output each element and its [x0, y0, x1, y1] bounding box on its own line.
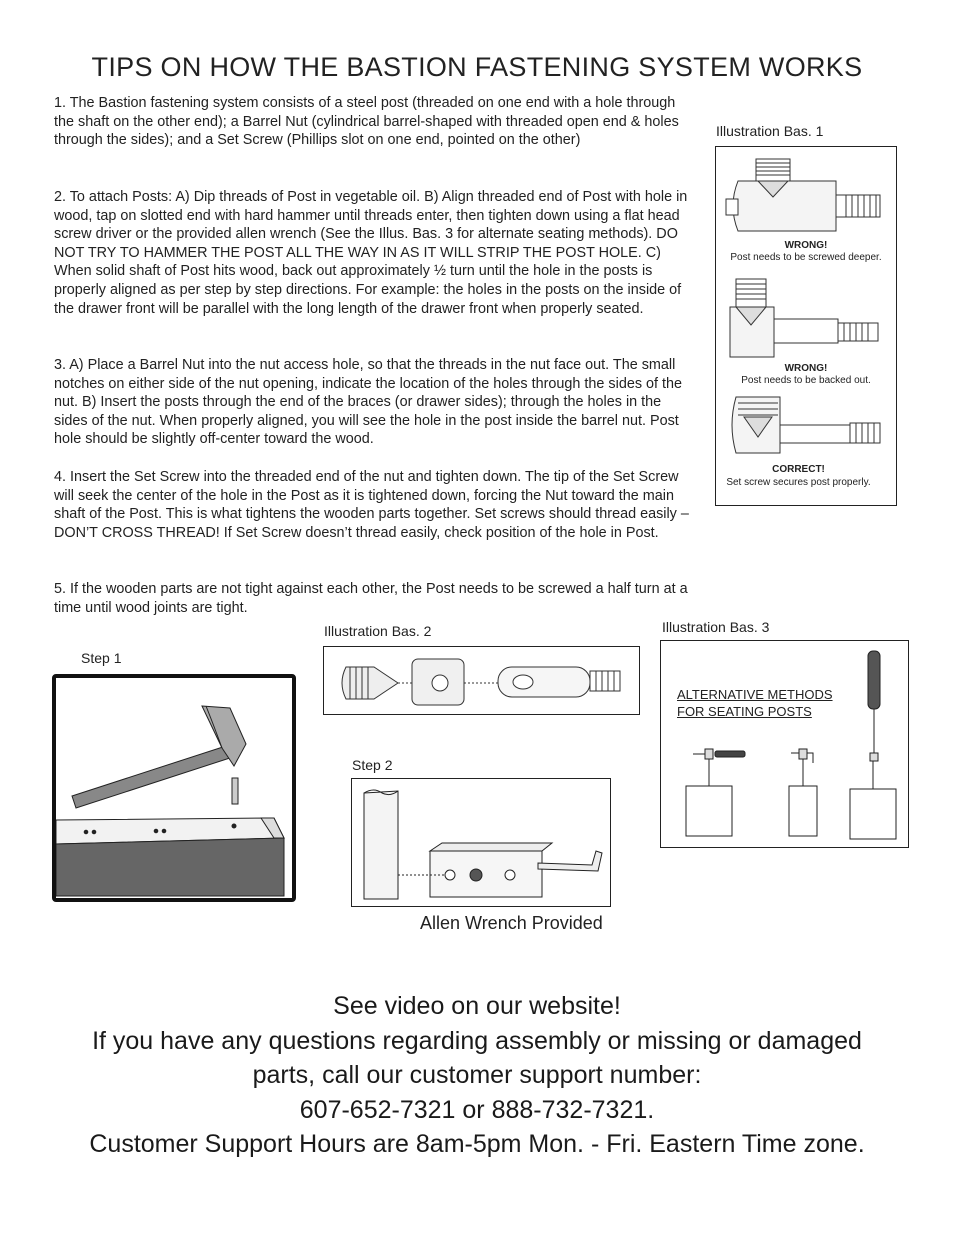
- footer-line-call: parts, call our customer support number:: [252, 1061, 702, 1089]
- instruction-1-text: 1. The Bastion fastening system consists of a steel post (threaded on one end with a hole through the shaft on the other end); a Barrel Nut (cylindrical barrel-shaped with threaded open end & holes through the sides); and a Set Screw (Phillips slot on one end, pointed on the other): [54, 95, 679, 149]
- instruction-1: [54, 94, 694, 150]
- hammer-tapping-post-drawing: [56, 678, 292, 898]
- footer-line-phone: 607-652-7321 or 888-732-7321.: [299, 1095, 655, 1124]
- footer-support-info: [0, 989, 954, 1162]
- instruction-4-text: 4. Insert the Set Screw into the threaded end of the nut and tighten down. The tip of the Set Screw will seek the center of the hole in the Post as it is tightened down, forcing the Nut toward the main shaft of the Post. This is what tightens the wooden parts together. Set screws should thread easily – DON’T CROSS THREAD! If Set Screw doesn’t thread easily, check position of the hole in Post.: [54, 469, 689, 541]
- instruction-2-text: 2. To attach Posts: A) Dip threads of Post in vegetable oil. B) Align threaded end of Post with hole in wood, tap on slotted end with hard hammer until threads enter, then tighten down using a flat head screw driver or the provided allen wrench (See the Illus. Bas. 3 for alternate seating methods). DO NOT TRY TO HAMMER THE POST ALL THE WAY IN AS IT WILL STRIP THE POST HOLE. C) When solid shaft of Post hits wood, back out approximately ½ turn until the hole in the posts is properly aligned as per step by step directions. For example: the holes in the posts on the inside of the drawer front will be parallel with the long length of the drawer front when properly seated.: [54, 189, 688, 317]
- instruction-4: [54, 468, 694, 542]
- post-too-shallow-drawing: [724, 153, 889, 245]
- instruction-2: [54, 188, 694, 318]
- bas1-panel1-status: WRONG!: [784, 240, 828, 251]
- instruction-3: [54, 356, 694, 449]
- fastener-parts-drawing: [328, 651, 634, 709]
- footer-line-hours: Customer Support Hours are 8am-5pm Mon. - Fri. Eastern Time zone.: [89, 1130, 865, 1158]
- illustration-bas3-box: [660, 640, 909, 848]
- page-title: TIPS ON HOW THE BASTION FASTENING SYSTEM WORKS: [91, 52, 863, 82]
- post-correct-drawing: [724, 393, 889, 463]
- instruction-5: [54, 580, 694, 617]
- illustration-bas1-caption: Illustration Bas. 1: [716, 123, 824, 139]
- footer-line-questions: If you have any questions regarding assembly or missing or damaged: [92, 1026, 862, 1055]
- footer-line-video: See video on our website!: [333, 992, 621, 1020]
- bas1-panel2-status: WRONG!: [784, 363, 828, 374]
- seating-methods-drawing: [661, 641, 908, 847]
- post-too-deep-drawing: [724, 275, 889, 363]
- bas1-panel2-note: Post needs to be backed out.: [741, 375, 871, 386]
- instruction-3-text: 3. A) Place a Barrel Nut into the nut access hole, so that the threads in the nut face out. The small notches on either side of the nut opening, indicate the location of the holes through the sides of the nut. B) Insert the posts through the end of the braces (or drawer sides); through the holes in the sides of the nut. When properly aligned, you will see the hole in the post inside the barrel nut. Post hole should be slightly off-center toward the wood.: [54, 357, 683, 448]
- step2-illustration: [351, 778, 611, 907]
- step2-footnote: Allen Wrench Provided: [420, 913, 603, 933]
- allen-wrench-tightening-drawing: [352, 779, 610, 906]
- step2-caption: Step 2: [352, 757, 393, 773]
- bas3-heading-line2: FOR SEATING POSTS: [677, 704, 812, 719]
- instruction-5-text: 5. If the wooden parts are not tight against each other, the Post needs to be screwed a half turn at a time until wood joints are tight.: [54, 581, 688, 616]
- bas1-panel3-note: Set screw secures post properly.: [726, 477, 871, 488]
- bas1-panel3-status: CORRECT!: [772, 464, 825, 475]
- step1-illustration: [52, 674, 296, 902]
- illustration-bas3-caption: Illustration Bas. 3: [662, 619, 770, 635]
- bas3-heading-line1: ALTERNATIVE METHODS: [677, 687, 833, 702]
- step1-caption: Step 1: [81, 650, 122, 666]
- illustration-bas2-caption: Illustration Bas. 2: [324, 623, 432, 639]
- illustration-bas2-box: [323, 646, 640, 715]
- bas1-panel1-note: Post needs to be screwed deeper.: [730, 252, 882, 263]
- illustration-bas1-box: [715, 146, 897, 506]
